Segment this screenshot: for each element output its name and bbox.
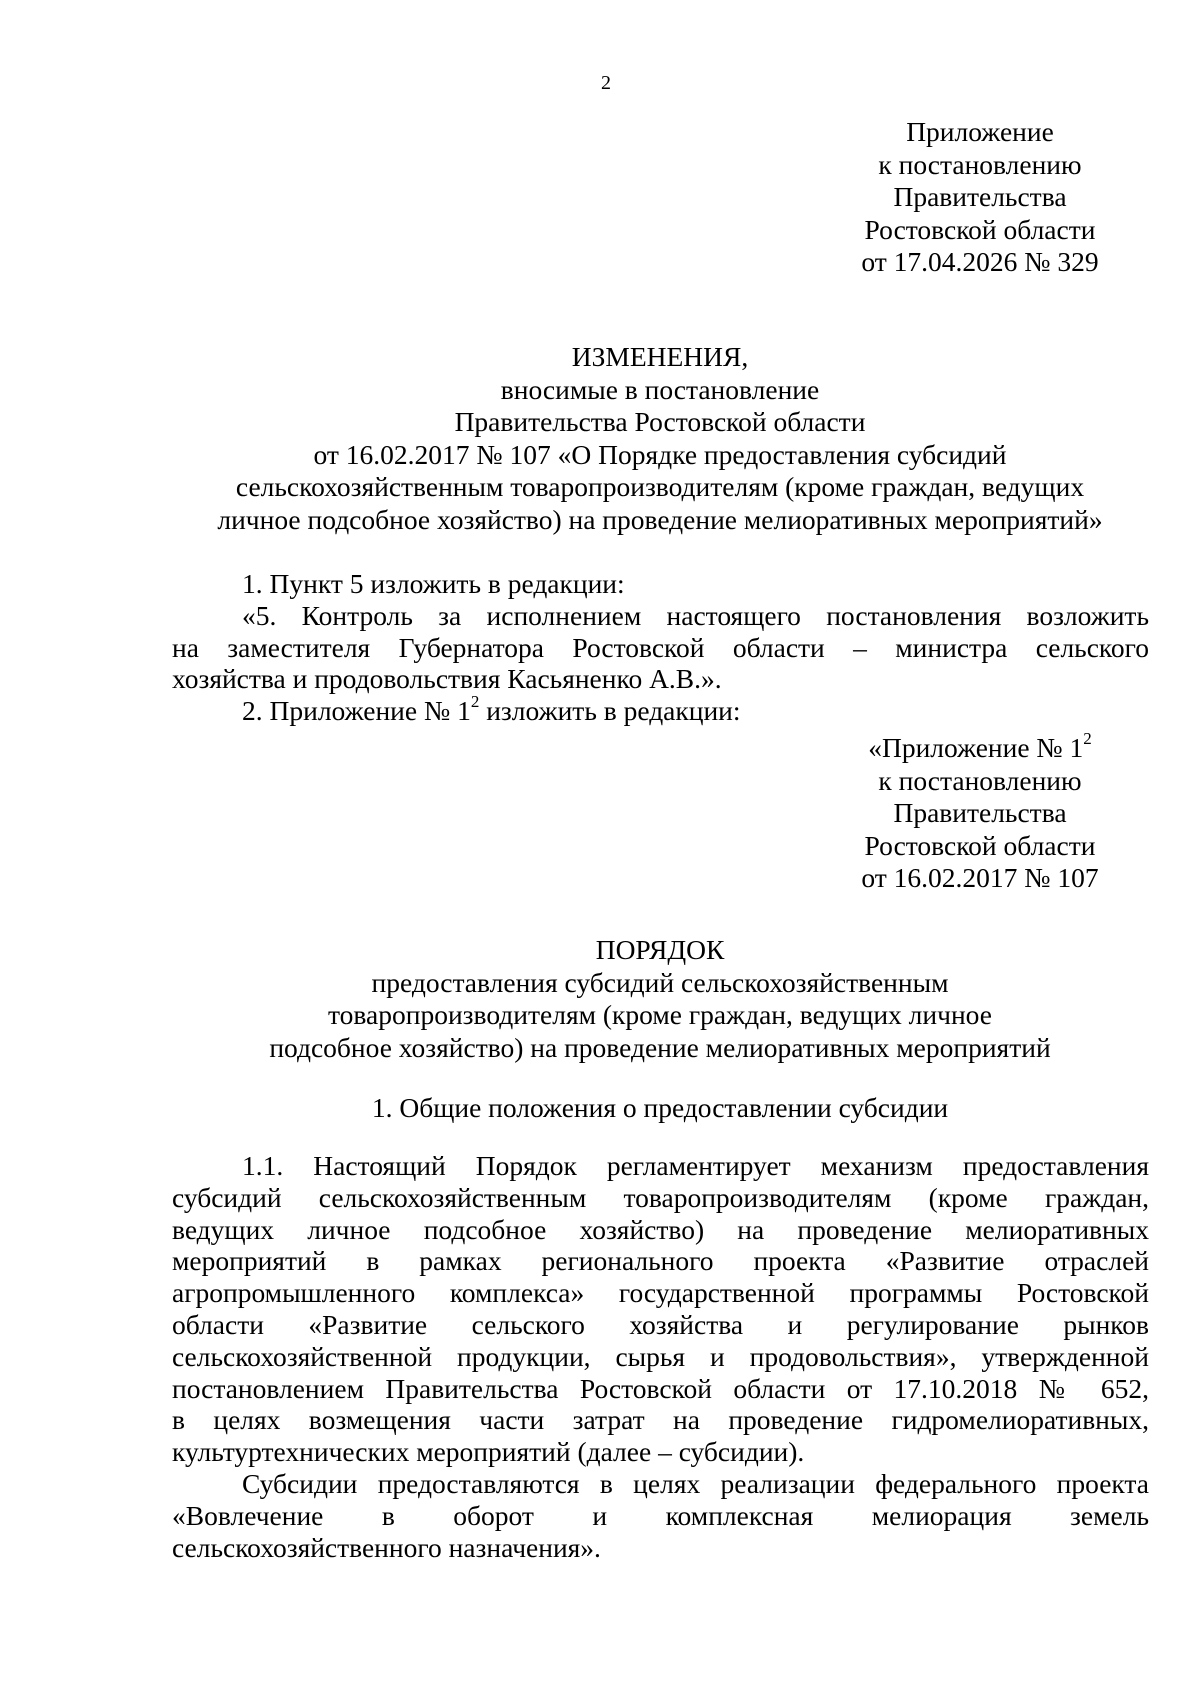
body-text: 2. Приложение № 1: [242, 695, 471, 727]
body-line: субсидий сельскохозяйственным товаропроизводителям (кроме граждан,: [172, 1181, 1149, 1213]
attachment-line: от 16.02.2017 № 107: [861, 862, 1099, 893]
superscript: 2: [470, 692, 480, 712]
order-title-line: товаропроизводителям (кроме граждан, ведущих личное: [328, 999, 992, 1030]
order-title-line: предоставления субсидий сельскохозяйственным: [371, 966, 949, 998]
changes-body: [172, 568, 1149, 727]
attachment-line: [800, 728, 1160, 765]
attachment-line: Ростовской области: [864, 213, 1096, 245]
body-line: мероприятий в рамках регионального проекта «Развитие отраслей: [172, 1245, 1149, 1277]
changes-title-line: личное подсобное хозяйство) на проведение мелиоративных мероприятий»: [217, 503, 1103, 535]
body-line: культуртехнических мероприятий (далее – субсидии).: [172, 1436, 805, 1468]
inner-attachment-block: [800, 728, 1160, 895]
body-line: «Вовлечение в оборот и комплексная мелиорация земель: [172, 1499, 1149, 1531]
attachment-line: Ростовской области: [864, 829, 1096, 861]
body-line: 1. Пункт 5 изложить в редакции:: [242, 568, 625, 599]
body-line: Субсидии предоставляются в целях реализации федерального проекта: [242, 1467, 1149, 1499]
body-line: сельскохозяйственного назначения».: [172, 1531, 601, 1563]
section-title: [170, 1092, 1150, 1125]
attachment-line: от 17.04.2026 № 329: [861, 246, 1099, 277]
body-line: 1.1. Настоящий Порядок регламентирует механизм предоставления: [242, 1150, 1149, 1181]
order-title: [170, 934, 1150, 1064]
attachment-block: [800, 116, 1160, 279]
page-number: 2: [601, 72, 611, 94]
changes-title-line: сельскохозяйственным товаропроизводителям (кроме граждан, ведущих: [235, 471, 1085, 502]
order-body: [172, 1150, 1149, 1563]
attachment-line: к постановлению: [878, 764, 1082, 796]
changes-title-line: Правительства Ростовской области: [454, 406, 866, 437]
superscript: 2: [1083, 728, 1092, 748]
changes-title-line: от 16.02.2017 № 107 «О Порядке предоставления субсидий: [313, 438, 1007, 470]
body-line: области «Развитие сельского хозяйства и регулирование рынков: [172, 1308, 1149, 1340]
body-line: постановлением Правительства Ростовской области от 17.10.2018 № 652,: [172, 1372, 1149, 1404]
order-heading: ПОРЯДОК: [595, 934, 725, 965]
changes-title-line: вносимые в постановление: [500, 373, 820, 405]
changes-heading: ИЗМЕНЕНИЯ,: [571, 341, 749, 372]
order-title-line: подсобное хозяйство) на проведение мелиоративных мероприятий: [269, 1031, 1051, 1063]
body-line: сельскохозяйственной продукции, сырья и продовольствия», утвержденной: [172, 1340, 1149, 1372]
body-text: изложить в редакции:: [479, 695, 741, 727]
body-line: ведущих личное подсобное хозяйство) на проведение мелиоративных: [172, 1213, 1149, 1245]
section-heading: 1. Общие положения о предоставлении субсидии: [371, 1092, 949, 1123]
attachment-line: Правительства: [893, 181, 1067, 212]
body-line: на заместителя Губернатора Ростовской области – министра сельского: [172, 631, 1149, 663]
attachment-text: «Приложение № 1: [868, 732, 1084, 763]
attachment-line: к постановлению: [878, 148, 1082, 180]
body-line: хозяйства и продовольствия Касьяненко А.В.».: [172, 663, 722, 695]
attachment-line: Правительства: [893, 797, 1067, 828]
body-line: [172, 692, 1149, 727]
body-line: агропромышленного комплекса» государственной программы Ростовской: [172, 1277, 1149, 1309]
changes-title: [170, 341, 1150, 536]
body-line: «5. Контроль за исполнением настоящего постановления возложить: [242, 599, 1149, 631]
body-line: в целях возмещения части затрат на проведение гидромелиоративных,: [172, 1404, 1149, 1436]
attachment-line: Приложение: [906, 116, 1054, 147]
